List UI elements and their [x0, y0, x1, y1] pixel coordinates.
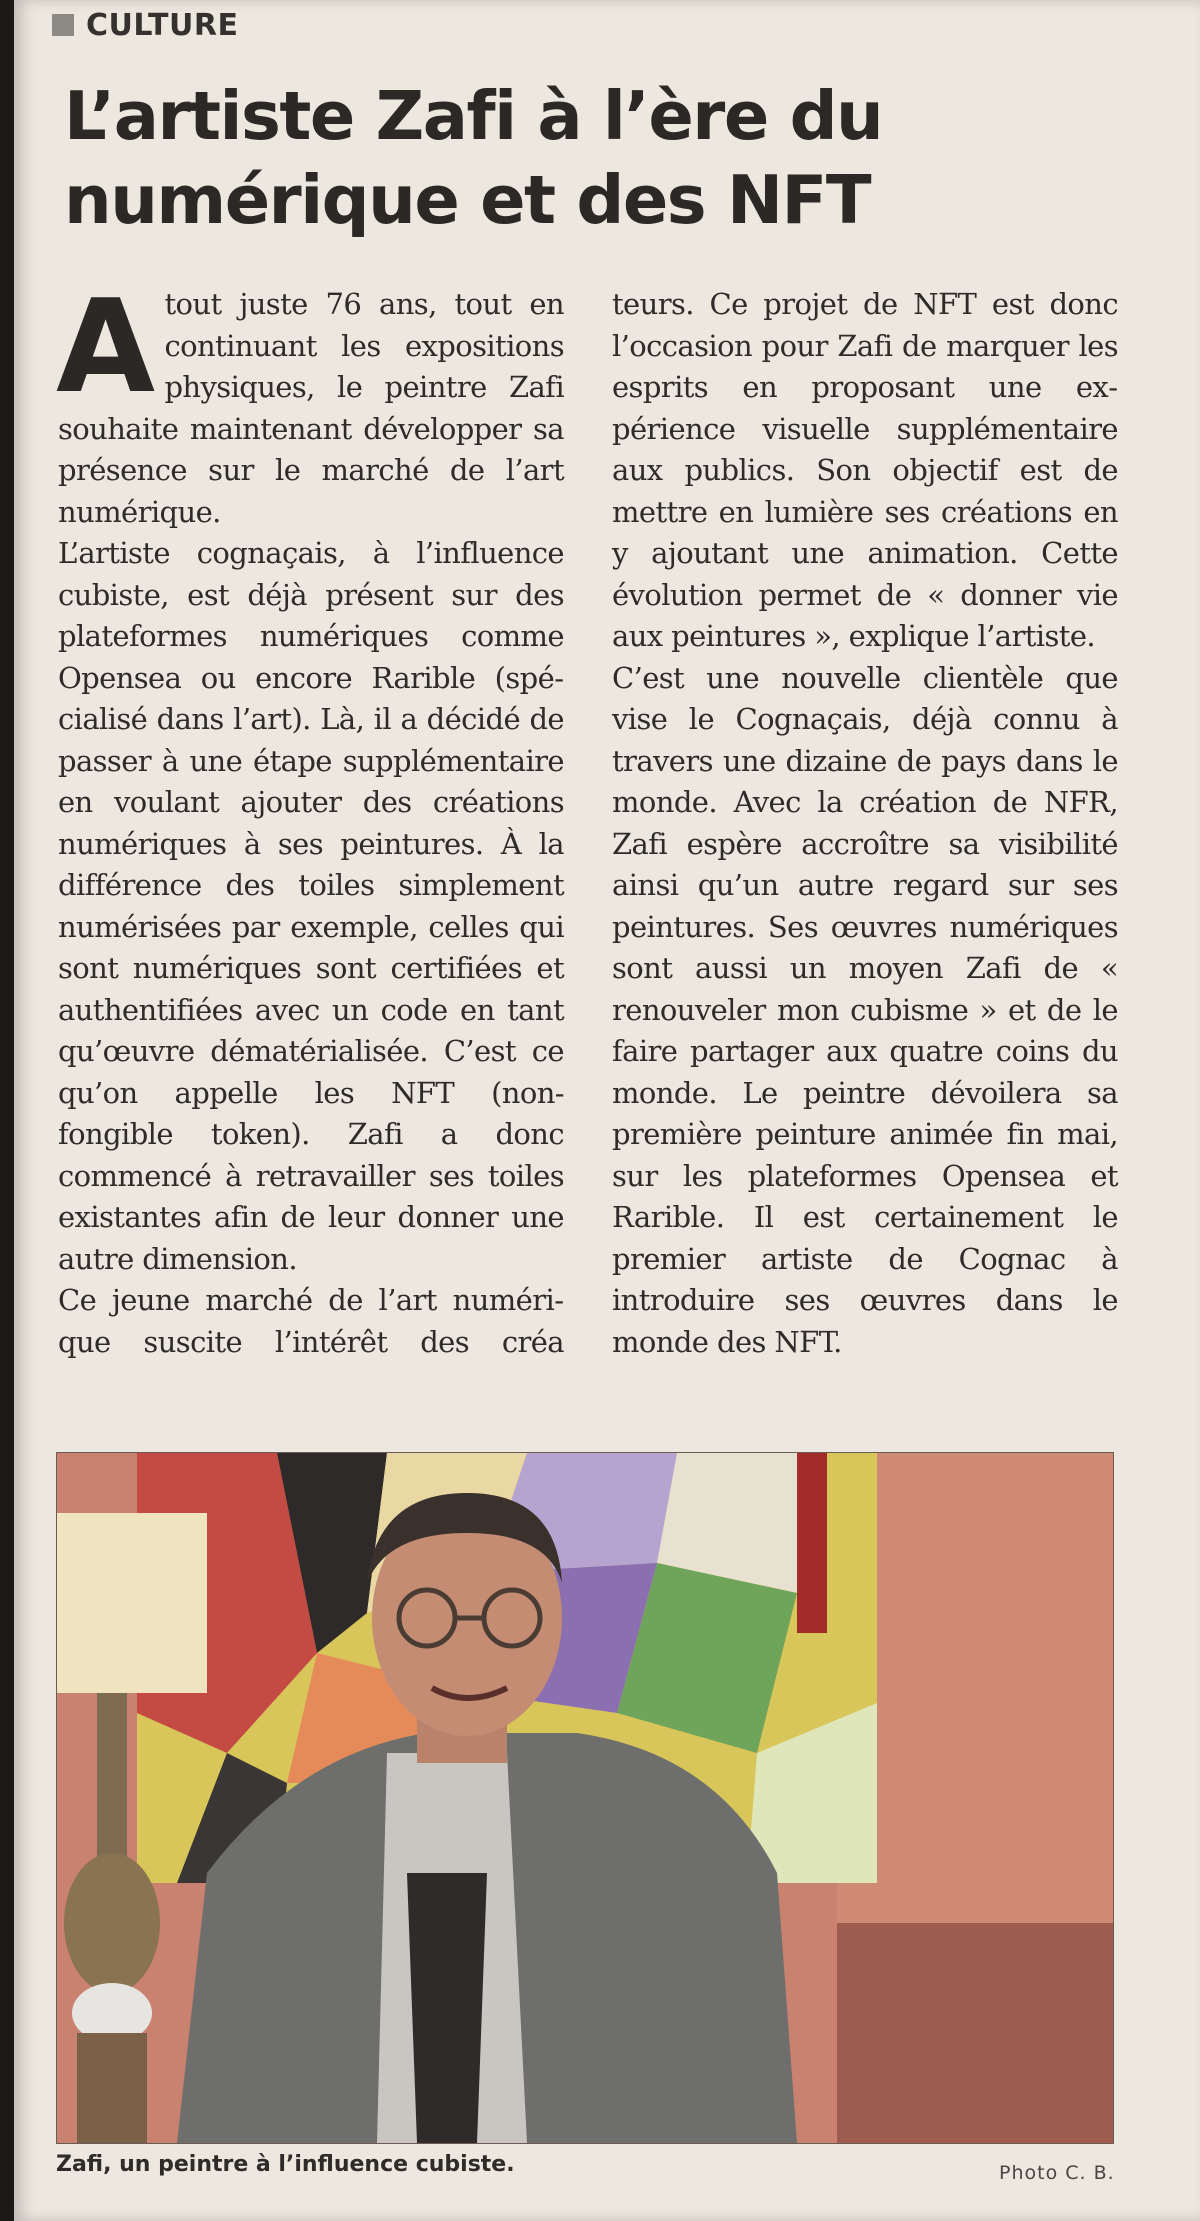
article-column-left: [56, 273, 564, 1394]
article-body: [56, 273, 1118, 1394]
dropcap: A: [56, 273, 155, 422]
photo-credit: Photo C. B.: [999, 2162, 1115, 2184]
photo-caption: Zafi, un peintre à l’influence cubiste.: [56, 2152, 515, 2177]
paragraph: C’est une nouvelle clientèle que vise le Cognaçais, déjà connu à travers une dizaine de pays dans le monde. Avec la création de NFR, Zafi espère accroître sa visibilité ainsi qu’un autre regard sur ses peintures. Ses œuvres numériques sont aussi un moyen Zafi de « renouveler mon cubisme » et de le faire partager aux quatre coins du monde. Le peintre dévoilera sa première peinture animée fin mai, sur les plateformes Opensea et Rarible. Il est certainement le premier artiste de Cognac à introduire ses œuvres dans le monde des NFT.: [612, 660, 1118, 1359]
article-column-right: [612, 284, 1118, 1394]
section-marker-icon: [52, 14, 74, 36]
paragraph: Ce jeune marché de l’art numérique suscite l’intérêt des créa: [58, 1283, 564, 1359]
section-tag: [52, 8, 238, 42]
paragraph-text: tout juste 76 ans, tout en continuant les expositions physiques, le peintre Zafi souhaite maintenant développer sa présence sur le marché de l’art numérique.: [58, 287, 564, 529]
paragraph: L’artiste cognaçais, à l’influence cubiste, est déjà présent sur des plateformes numériques comme Opensea ou encore Rarible (spécialisé dans l’art). Là, il a décidé de passer à une étape supplémentaire en voulant ajouter des créations numériques à ses peintures. À la différence des toiles simplement numérisées par exemple, celles qui sont numériques sont certifiées et authentifiées avec un code en tant qu’œuvre dématérialisée. C’est ce qu’on appelle les NFT (non-fongible token). Zafi a donc commencé à retravailler ses toiles existantes afin de leur donner une autre dimension.: [58, 536, 564, 1276]
article-headline: L’artiste Zafi à l’ère du numérique et des NFT: [64, 77, 883, 239]
section-label: CULTURE: [86, 7, 239, 43]
newspaper-clipping: [14, 0, 1200, 2221]
article-photo: [56, 1452, 1114, 2144]
paragraph: teurs. Ce projet de NFT est donc l’occasion pour Zafi de marquer les esprits en proposant une expérience visuelle supplémentaire aux publics. Son objectif est de mettre en lumière ses créations en y ajoutant une animation. Cette évolution permet de « donner vie aux peintures », explique l’artiste.: [612, 287, 1118, 653]
portrait-photo-illustration: [57, 1453, 1113, 2143]
paragraph: [56, 273, 564, 533]
